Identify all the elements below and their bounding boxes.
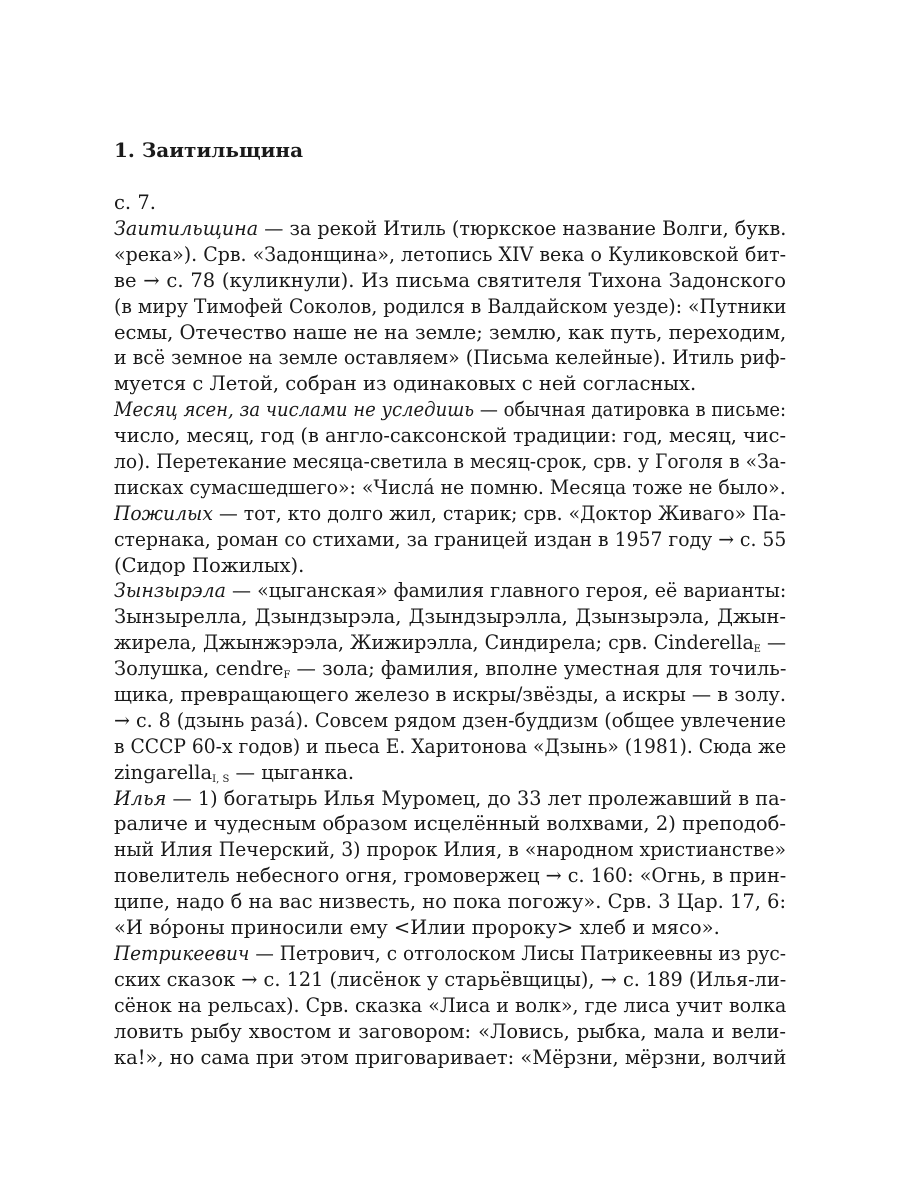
text-line xyxy=(114,475,786,501)
text-segment: — обычная датировка в письме: xyxy=(474,398,787,422)
text-segment: щика, превращающего железо в искры/звёзды, а искры — в золу. xyxy=(114,683,786,707)
text-segment: zingarella xyxy=(114,760,213,784)
text-segment: ловить рыбу хвостом и заговором: «Ловись, рыбка, мала и вели- xyxy=(114,1019,786,1043)
text-segment: — 1) богатырь Илья Муромец, до 33 лет пролежавший в па- xyxy=(166,786,787,810)
entry-term: Зынзырэла xyxy=(114,579,227,603)
text-segment: (в миру Тимофей Соколов, родился в Валдайском уезде): «Путники xyxy=(114,294,787,318)
text-line xyxy=(114,760,786,786)
text-segment: и всё земное на земле оставляем» (Письма келейные). Итиль риф- xyxy=(114,346,786,370)
entry-first-line xyxy=(114,216,786,242)
text-segment: жирела, Джынжэрэла, Жижирэлла, Синдирела; срв. Cinderella xyxy=(114,631,754,655)
text-line xyxy=(114,656,786,682)
entry-term: Петрикеевич xyxy=(114,941,250,965)
text-line xyxy=(114,889,786,915)
text-segment: ве → с. 78 (куликнули). Из письма святителя Тихона Задонского xyxy=(114,268,786,292)
text-segment: сёнок на рельсах). Срв. сказка «Лиса и волк», где лиса учит волка xyxy=(114,993,787,1017)
entry-first-line xyxy=(114,578,786,604)
text-segment: ло). Перетекание месяца-светила в месяц-срок, срв. у Гоголя в «За- xyxy=(114,450,787,474)
text-line xyxy=(114,1045,786,1071)
text-segment: ципе, надо б на вас низвесть, но пока погожу». Срв. 3 Цар. 17, 6: xyxy=(114,890,786,914)
text-segment: — Петрович, с отголоском Лисы Патрикеевны из рус- xyxy=(249,941,786,965)
text-segment: в СССР 60-х годов) и пьеса Е. Харитонова «Дзынь» (1981). Сюда же xyxy=(114,734,787,758)
text-segment: — xyxy=(760,631,786,655)
text-line xyxy=(114,915,786,941)
text-segment: Золушка, cendre xyxy=(114,657,284,681)
entry-term: Месяц ясен, за числами не уследишь xyxy=(114,398,475,422)
entry-first-line xyxy=(114,786,786,812)
text-line xyxy=(114,527,786,553)
text-line xyxy=(114,863,786,889)
text-line xyxy=(114,345,786,371)
text-segment: муется с Летой, собран из одинаковых с ней согласных. xyxy=(114,372,697,396)
text-line xyxy=(114,604,786,630)
text-segment: → с. 8 (дзынь разá). Совсем рядом дзен-буддизм (общее увлечение xyxy=(114,708,786,732)
text-line xyxy=(114,553,786,579)
entry-term: Илья xyxy=(114,786,167,810)
entry-term: Заитильщина xyxy=(114,217,259,240)
text-segment: — «цыганская» фамилия главного героя, её варианты: xyxy=(226,579,787,603)
text-line xyxy=(114,268,786,294)
text-line xyxy=(114,967,786,993)
text-line xyxy=(114,837,786,863)
text-segment: (Сидор Пожилых). xyxy=(114,553,305,577)
text-segment: писках сумасшедшего»: «Числá не помню. Месяца тоже не было». xyxy=(114,475,786,499)
text-line xyxy=(114,1019,786,1045)
text-segment: — цыганка. xyxy=(229,760,355,784)
text-line xyxy=(114,708,786,734)
text-segment: ских сказок → с. 121 (лисёнок у старьёвщицы), → с. 189 (Илья-ли- xyxy=(114,967,787,991)
text-segment: «И вóроны приносили ему <Илии пророку> хлеб и мясо». xyxy=(114,916,720,940)
text-line xyxy=(114,242,786,268)
language-subscript: F xyxy=(283,670,291,682)
language-subscript: I, S xyxy=(212,773,230,785)
entry-term: Пожилых xyxy=(114,501,213,525)
text-segment: — за рекой Итиль (тюркское название Волги, букв. xyxy=(258,217,787,240)
page-reference: с. 7. xyxy=(114,191,156,214)
text-segment: Зынзырелла, Дзындзырэла, Дзындзырэлла, Дзынзырэла, Джын- xyxy=(114,605,786,629)
text-line xyxy=(114,993,786,1019)
text-line xyxy=(114,682,786,708)
language-subscript: E xyxy=(753,644,761,656)
text-line xyxy=(114,449,786,475)
entry-first-line xyxy=(114,501,786,527)
text-line xyxy=(114,734,786,760)
text-segment: — зола; фамилия, вполне уместная для точиль- xyxy=(290,657,787,681)
text-segment: ный Илия Печерский, 3) пророк Илия, в «народном христианстве» xyxy=(114,838,786,862)
entry-first-line xyxy=(114,397,786,423)
text-segment: есмы, Отечество наше не на земле; землю, как путь, переходим, xyxy=(114,320,787,344)
text-segment: ка!», но сама при этом приговаривает: «Мёрзни, мёрзни, волчий xyxy=(114,1045,787,1069)
text-segment: стернака, роман со стихами, за границей издан в 1957 году → с. 55 xyxy=(114,527,787,551)
text-line xyxy=(114,371,786,397)
text-segment: повелитель небесного огня, громовержец → с. 160: «Огнь, в прин- xyxy=(114,864,787,888)
text-line xyxy=(114,294,786,320)
text-line xyxy=(114,423,786,449)
commentary-body xyxy=(114,216,786,1070)
text-line xyxy=(114,630,786,656)
text-segment: «река»). Срв. «Задонщина», летопись XIV века о Куликовской бит- xyxy=(114,242,786,266)
text-segment: — тот, кто долго жил, старик; срв. «Доктор Живаго» Па- xyxy=(212,501,786,525)
text-segment: раличе и чудесным образом исцелённый волхвами, 2) преподоб- xyxy=(114,812,786,836)
text-segment: число, месяц, год (в англо-саксонской традиции: год, месяц, чис- xyxy=(114,424,786,448)
section-heading: 1. Заитильщина xyxy=(114,138,304,162)
text-line xyxy=(114,811,786,837)
text-line xyxy=(114,320,786,346)
entry-first-line xyxy=(114,941,786,967)
